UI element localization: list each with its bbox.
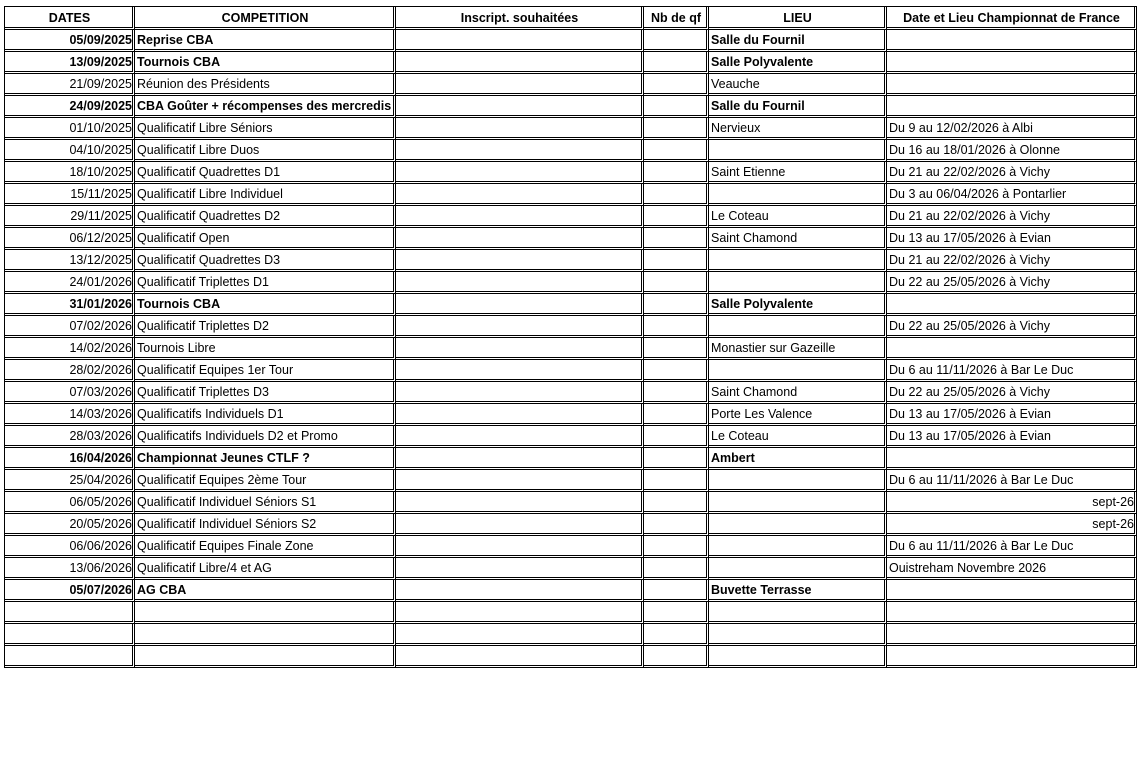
date-cell[interactable]: 05/07/2026 [4,580,135,602]
date-cell[interactable]: 29/11/2025 [4,206,135,228]
inscriptions-cell[interactable] [396,404,644,426]
inscriptions-cell[interactable] [396,118,644,140]
nb-qf-cell[interactable] [644,470,709,492]
competition-cell[interactable]: Qualificatif Quadrettes D3 [135,250,396,272]
inscriptions-cell[interactable] [396,382,644,404]
table-row [4,52,1137,74]
inscriptions-cell[interactable] [396,580,644,602]
table-row [4,536,1137,558]
date-cell[interactable]: 06/05/2026 [4,492,135,514]
nb-qf-cell[interactable] [644,624,709,646]
lieu-cell[interactable]: Saint Chamond [709,382,887,404]
championnat-cell[interactable] [887,294,1137,316]
nb-qf-cell[interactable] [644,250,709,272]
competition-cell[interactable]: Qualificatif Quadrettes D1 [135,162,396,184]
lieu-cell[interactable] [709,646,887,668]
championnat-cell[interactable]: Du 13 au 17/05/2026 à Evian [887,426,1137,448]
date-cell[interactable]: 13/06/2026 [4,558,135,580]
competition-cell[interactable]: Championnat Jeunes CTLF ? [135,448,396,470]
championnat-cell[interactable] [887,338,1137,360]
table-row [4,74,1137,96]
table-row [4,624,1137,646]
lieu-cell[interactable] [709,470,887,492]
competition-cell[interactable]: Réunion des Présidents [135,74,396,96]
date-cell[interactable]: 06/12/2025 [4,228,135,250]
inscriptions-cell[interactable] [396,338,644,360]
lieu-cell[interactable]: Saint Etienne [709,162,887,184]
inscriptions-cell[interactable] [396,272,644,294]
lieu-cell[interactable] [709,272,887,294]
table-row [4,492,1137,514]
inscriptions-cell[interactable] [396,140,644,162]
inscriptions-cell[interactable] [396,162,644,184]
lieu-cell[interactable]: Ambert [709,448,887,470]
date-cell[interactable]: 07/02/2026 [4,316,135,338]
championnat-cell[interactable]: Du 6 au 11/11/2026 à Bar Le Duc [887,470,1137,492]
inscriptions-cell[interactable] [396,646,644,668]
lieu-cell[interactable]: Buvette Terrasse [709,580,887,602]
lieu-cell[interactable] [709,492,887,514]
inscriptions-cell[interactable] [396,250,644,272]
championnat-cell[interactable]: Du 21 au 22/02/2026 à Vichy [887,162,1137,184]
championnat-cell[interactable]: sept-26 [887,492,1137,514]
championnat-cell[interactable] [887,602,1137,624]
date-cell[interactable]: 20/05/2026 [4,514,135,536]
inscriptions-cell[interactable] [396,448,644,470]
inscriptions-cell[interactable] [396,360,644,382]
inscriptions-cell[interactable] [396,514,644,536]
table-row [4,558,1137,580]
date-cell[interactable]: 21/09/2025 [4,74,135,96]
competition-cell[interactable]: Qualificatif Libre Duos [135,140,396,162]
table-row [4,470,1137,492]
table-row [4,580,1137,602]
lieu-cell[interactable]: Monastier sur Gazeille [709,338,887,360]
nb-qf-cell[interactable] [644,404,709,426]
inscriptions-cell[interactable] [396,294,644,316]
date-cell[interactable]: 18/10/2025 [4,162,135,184]
date-cell[interactable]: 24/09/2025 [4,96,135,118]
championnat-cell[interactable]: Du 21 au 22/02/2026 à Vichy [887,206,1137,228]
nb-qf-cell[interactable] [644,580,709,602]
inscriptions-cell[interactable] [396,624,644,646]
nb-qf-cell[interactable] [644,602,709,624]
header-nb-qf[interactable]: Nb de qf [644,6,709,30]
inscriptions-cell[interactable] [396,96,644,118]
championnat-cell[interactable]: Ouistreham Novembre 2026 [887,558,1137,580]
lieu-cell[interactable]: Salle du Fournil [709,30,887,52]
championnat-cell[interactable]: Du 22 au 25/05/2026 à Vichy [887,272,1137,294]
championnat-cell[interactable] [887,52,1137,74]
inscriptions-cell[interactable] [396,184,644,206]
date-cell[interactable]: 24/01/2026 [4,272,135,294]
lieu-cell[interactable] [709,360,887,382]
table-row [4,250,1137,272]
inscriptions-cell[interactable] [396,602,644,624]
date-cell[interactable]: 25/04/2026 [4,470,135,492]
inscriptions-cell[interactable] [396,52,644,74]
competition-cell[interactable]: AG CBA [135,580,396,602]
competition-cell[interactable]: Qualificatif Equipes 2ème Tour [135,470,396,492]
nb-qf-cell[interactable] [644,228,709,250]
date-cell[interactable]: 13/12/2025 [4,250,135,272]
nb-qf-cell[interactable] [644,272,709,294]
inscriptions-cell[interactable] [396,206,644,228]
nb-qf-cell[interactable] [644,184,709,206]
table-row [4,184,1137,206]
inscriptions-cell[interactable] [396,228,644,250]
table-row [4,140,1137,162]
lieu-cell[interactable]: Salle Polyvalente [709,52,887,74]
date-cell[interactable]: 31/01/2026 [4,294,135,316]
competition-cell[interactable]: Qualificatif Quadrettes D2 [135,206,396,228]
lieu-cell[interactable]: Saint Chamond [709,228,887,250]
nb-qf-cell[interactable] [644,52,709,74]
table-row [4,514,1137,536]
nb-qf-cell[interactable] [644,118,709,140]
competition-cell[interactable]: Qualificatif Equipes 1er Tour [135,360,396,382]
lieu-cell[interactable] [709,624,887,646]
table-row [4,96,1137,118]
header-lieu[interactable]: LIEU [709,6,887,30]
nb-qf-cell[interactable] [644,426,709,448]
lieu-cell[interactable]: Le Coteau [709,206,887,228]
nb-qf-cell[interactable] [644,382,709,404]
championnat-cell[interactable]: Du 16 au 18/01/2026 à Olonne [887,140,1137,162]
date-cell[interactable]: 06/06/2026 [4,536,135,558]
competition-cell[interactable] [135,646,396,668]
date-cell[interactable]: 14/02/2026 [4,338,135,360]
nb-qf-cell[interactable] [644,162,709,184]
championnat-cell[interactable]: Du 22 au 25/05/2026 à Vichy [887,382,1137,404]
nb-qf-cell[interactable] [644,96,709,118]
competition-cell[interactable]: Qualificatif Libre/4 et AG [135,558,396,580]
date-cell[interactable]: 16/04/2026 [4,448,135,470]
table-row [4,404,1137,426]
championnat-cell[interactable] [887,74,1137,96]
competition-cell[interactable]: Tournois CBA [135,294,396,316]
table-row [4,294,1137,316]
championnat-cell[interactable] [887,30,1137,52]
calendar-table [4,6,1137,668]
competition-cell[interactable]: Qualificatif Individuel Séniors S1 [135,492,396,514]
championnat-cell[interactable]: Du 3 au 06/04/2026 à Pontarlier [887,184,1137,206]
championnat-cell[interactable]: Du 6 au 11/11/2026 à Bar Le Duc [887,360,1137,382]
lieu-cell[interactable]: Le Coteau [709,426,887,448]
competition-cell[interactable]: Qualificatif Open [135,228,396,250]
nb-qf-cell[interactable] [644,514,709,536]
championnat-cell[interactable]: Du 9 au 12/02/2026 à Albi [887,118,1137,140]
inscriptions-cell[interactable] [396,30,644,52]
lieu-cell[interactable]: Salle du Fournil [709,96,887,118]
table-row [4,118,1137,140]
championnat-cell[interactable]: Du 13 au 17/05/2026 à Evian [887,404,1137,426]
date-cell[interactable]: 15/11/2025 [4,184,135,206]
lieu-cell[interactable] [709,536,887,558]
header-dates[interactable]: DATES [4,6,135,30]
calendar-sheet [4,6,1137,668]
competition-cell[interactable] [135,602,396,624]
table-row [4,382,1137,404]
nb-qf-cell[interactable] [644,316,709,338]
championnat-cell[interactable]: sept-26 [887,514,1137,536]
nb-qf-cell[interactable] [644,30,709,52]
lieu-cell[interactable] [709,140,887,162]
table-row [4,448,1137,470]
table-row [4,272,1137,294]
date-cell[interactable]: 14/03/2026 [4,404,135,426]
table-row [4,338,1137,360]
inscriptions-cell[interactable] [396,492,644,514]
lieu-cell[interactable] [709,184,887,206]
nb-qf-cell[interactable] [644,140,709,162]
date-cell[interactable]: 13/09/2025 [4,52,135,74]
nb-qf-cell[interactable] [644,536,709,558]
lieu-cell[interactable]: Nervieux [709,118,887,140]
lieu-cell[interactable] [709,250,887,272]
nb-qf-cell[interactable] [644,646,709,668]
competition-cell[interactable]: Qualificatif Triplettes D2 [135,316,396,338]
table-row [4,360,1137,382]
date-cell[interactable] [4,624,135,646]
date-cell[interactable]: 28/03/2026 [4,426,135,448]
header-championnat[interactable]: Date et Lieu Championnat de France [887,6,1137,30]
date-cell[interactable]: 05/09/2025 [4,30,135,52]
lieu-cell[interactable] [709,514,887,536]
competition-cell[interactable]: Qualificatif Libre Individuel [135,184,396,206]
competition-cell[interactable]: Qualificatif Equipes Finale Zone [135,536,396,558]
competition-cell[interactable]: Qualificatifs Individuels D1 [135,404,396,426]
competition-cell[interactable] [135,624,396,646]
nb-qf-cell[interactable] [644,74,709,96]
nb-qf-cell[interactable] [644,294,709,316]
lieu-cell[interactable]: Salle Polyvalente [709,294,887,316]
competition-cell[interactable]: Qualificatif Individuel Séniors S2 [135,514,396,536]
lieu-cell[interactable] [709,558,887,580]
header-inscriptions[interactable]: Inscript. souhaitées [396,6,644,30]
championnat-cell[interactable]: Du 22 au 25/05/2026 à Vichy [887,316,1137,338]
inscriptions-cell[interactable] [396,316,644,338]
competition-cell[interactable]: Tournois CBA [135,52,396,74]
table-row [4,646,1137,668]
competition-cell[interactable]: Qualificatif Triplettes D3 [135,382,396,404]
header-row [4,6,1137,30]
competition-cell[interactable]: Qualificatifs Individuels D2 et Promo [135,426,396,448]
championnat-cell[interactable]: Du 21 au 22/02/2026 à Vichy [887,250,1137,272]
date-cell[interactable]: 28/02/2026 [4,360,135,382]
competition-cell[interactable]: Qualificatif Triplettes D1 [135,272,396,294]
championnat-cell[interactable] [887,580,1137,602]
date-cell[interactable] [4,602,135,624]
championnat-cell[interactable] [887,448,1137,470]
competition-cell[interactable]: CBA Goûter + récompenses des mercredis [135,96,396,118]
competition-cell[interactable]: Reprise CBA [135,30,396,52]
date-cell[interactable]: 04/10/2025 [4,140,135,162]
header-competition[interactable]: COMPETITION [135,6,396,30]
inscriptions-cell[interactable] [396,470,644,492]
table-row [4,228,1137,250]
lieu-cell[interactable]: Veauche [709,74,887,96]
nb-qf-cell[interactable] [644,448,709,470]
table-row [4,602,1137,624]
nb-qf-cell[interactable] [644,558,709,580]
nb-qf-cell[interactable] [644,338,709,360]
championnat-cell[interactable]: Du 6 au 11/11/2026 à Bar Le Duc [887,536,1137,558]
date-cell[interactable]: 01/10/2025 [4,118,135,140]
inscriptions-cell[interactable] [396,74,644,96]
table-row [4,162,1137,184]
lieu-cell[interactable] [709,602,887,624]
competition-cell[interactable]: Tournois Libre [135,338,396,360]
date-cell[interactable] [4,646,135,668]
championnat-cell[interactable] [887,624,1137,646]
competition-cell[interactable]: Qualificatif Libre Séniors [135,118,396,140]
lieu-cell[interactable] [709,316,887,338]
inscriptions-cell[interactable] [396,536,644,558]
nb-qf-cell[interactable] [644,360,709,382]
championnat-cell[interactable] [887,96,1137,118]
date-cell[interactable]: 07/03/2026 [4,382,135,404]
table-row [4,30,1137,52]
nb-qf-cell[interactable] [644,492,709,514]
lieu-cell[interactable]: Porte Les Valence [709,404,887,426]
nb-qf-cell[interactable] [644,206,709,228]
table-row [4,206,1137,228]
championnat-cell[interactable]: Du 13 au 17/05/2026 à Evian [887,228,1137,250]
inscriptions-cell[interactable] [396,426,644,448]
championnat-cell[interactable] [887,646,1137,668]
table-row [4,316,1137,338]
inscriptions-cell[interactable] [396,558,644,580]
table-row [4,426,1137,448]
